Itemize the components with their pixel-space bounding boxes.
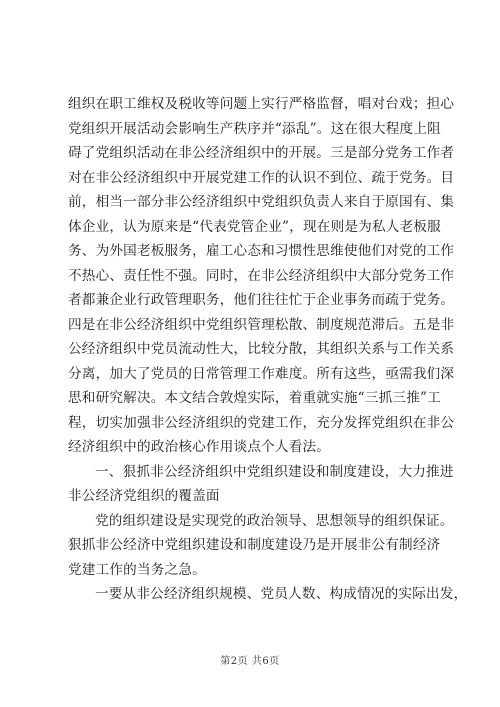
text-line-8: 不热心、责任性不强。同时，在非公经济组织中大部分党务工作 bbox=[68, 267, 455, 284]
text-line-12: 分离，加大了党员的日常管理工作难度。所有这些，亟需我们深 bbox=[68, 365, 455, 382]
section-heading-line-1: 一、狠抓非公经济组织中党组织建设和制度建设，大力推进 bbox=[95, 463, 454, 480]
text-line-6: 体企业，认为原来是“代表党管企业”，现在则是为私人老板服 bbox=[68, 218, 441, 235]
text-line-5: 前，相当一部分非公经济组织中党组织负责人来自于原国有、集 bbox=[68, 194, 455, 210]
text-line-3: 碍了党组织活动在非公经济组织中的开展。三是部分党务工作者 bbox=[68, 145, 455, 161]
page-number-footer: 第2页 共6页 bbox=[220, 656, 280, 667]
text-line-11: 公经济组织中党员流动性大，比较分散，其组织关系与工作关系 bbox=[68, 341, 455, 357]
section-heading-line-2: 非公经济党组织的覆盖面 bbox=[68, 488, 220, 504]
text-line-19: 狠抓非公经济中党组织建设和制度建设乃是开展非公有制经济 bbox=[68, 537, 441, 553]
text-line-13: 思和研究解决。本文结合敦煌实际，着重就实施“三抓三推”工 bbox=[68, 390, 441, 406]
text-line-1: 组织在职工维权及税收等问题上实行严格监督，唱对台戏；担心 bbox=[68, 96, 455, 112]
text-line-9: 者都兼企业行政管理职务，他们往往忙于企业事务而疏于党务。 bbox=[68, 292, 455, 308]
document-body bbox=[68, 92, 468, 607]
text-line-14: 程，切实加强非公经济组织的党建工作，充分发挥党组织在非公 bbox=[68, 414, 455, 431]
text-line-20: 党建工作的当务之急。 bbox=[68, 561, 206, 578]
text-line-2: 党组织开展活动会影响生产秩序并“添乱”。这在很大程度上阻 bbox=[68, 120, 441, 137]
text-line-21: 一要从非公经济组织规模、党员人数、构成情况的实际出发， bbox=[95, 586, 468, 602]
text-line-10: 四是在非公经济组织中党组织管理松散、制度规范滞后。五是非 bbox=[68, 316, 455, 333]
text-line-7: 务、为外国老板服务，雇工心态和习惯性思维使他们对党的工作 bbox=[68, 243, 455, 259]
text-line-15: 经济组织中的政治核心作用谈点个人看法。 bbox=[68, 439, 331, 455]
text-line-4: 对在非公经济组织中开展党建工作的认识不到位、疏于党务。目 bbox=[68, 169, 455, 186]
text-line-18: 党的组织建设是实现党的政治领导、思想领导的组织保证。 bbox=[95, 512, 454, 529]
